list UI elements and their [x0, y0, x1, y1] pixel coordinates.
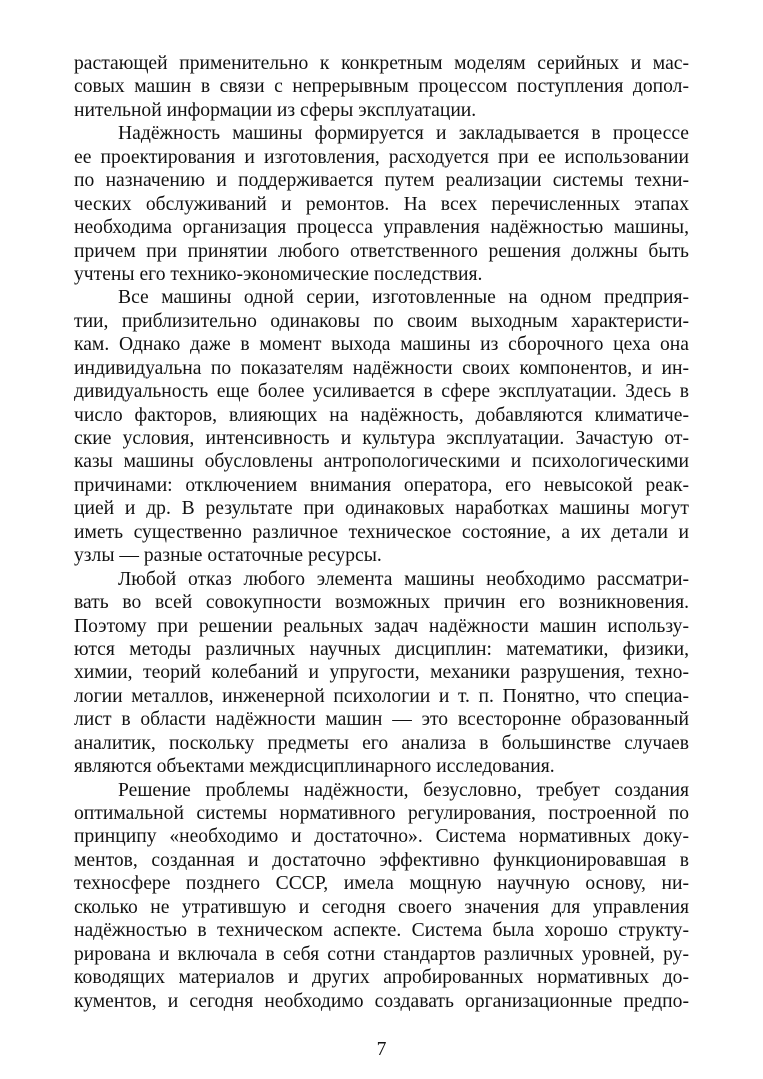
- text-line: сколько не утратившую и сегодня своего значения для управления: [74, 896, 689, 918]
- text-line: логии металлов, инженерной психологии и т. п. Понятно, что специа-: [74, 685, 689, 707]
- paragraph: [74, 286, 689, 567]
- text-line: техносфере позднего СССР, имела мощную научную основу, ни-: [74, 873, 689, 895]
- page-number: 7: [376, 1039, 387, 1060]
- paragraph: [74, 568, 689, 779]
- text-line: ются методы различных научных дисциплин: математики, физики,: [74, 638, 689, 660]
- text-line: надёжностью в техническом аспекте. Система была хорошо структу-: [74, 920, 689, 942]
- paragraph: [74, 52, 689, 122]
- page-body: [74, 52, 689, 1013]
- text-line: индивидуальна по показателям надёжности своих компонентов, и ин-: [74, 357, 689, 379]
- text-line: тии, приблизительно одинаковы по своим выходным характеристи-: [74, 310, 689, 332]
- text-line: оптимальной системы нормативного регулирования, построенной по: [74, 803, 689, 824]
- text-line: аналитик, поскольку предметы его анализа в большинстве случаев: [74, 732, 689, 754]
- text-line: Поэтому при решении реальных задач надёжности машин использу-: [74, 615, 689, 637]
- text-line: цией и др. В результате при одинаковых наработках машины могут: [74, 498, 689, 520]
- text-line: ческих обслуживаний и ремонтов. На всех перечисленных этапах: [74, 193, 689, 215]
- text-line: ее проектирования и изготовления, расходуется при ее использовании: [74, 146, 689, 168]
- text-line: причем при принятии любого ответственного решения должны быть: [74, 240, 689, 262]
- text-line: Все машины одной серии, изготовленные на одном предприя-: [118, 287, 689, 309]
- text-line: дивидуальность еще более усиливается в сфере эксплуатации. Здесь в: [74, 381, 689, 403]
- text-line: лист в области надёжности машин — это всесторонне образованный: [74, 709, 689, 731]
- text-line: учтены его технико-экономические последствия.: [74, 263, 483, 285]
- text-line: кументов, и сегодня необходимо создавать организационные предпо-: [74, 990, 689, 1012]
- text-line: рирована и включала в себя сотни стандартов различных уровней, ру-: [74, 943, 689, 965]
- text-line: вать во всей совокупности возможных причин его возникновения.: [74, 592, 689, 614]
- text-line: причинами: отключением внимания оператора, его невысокой реак-: [74, 474, 689, 496]
- text-line: нительной информации из сферы эксплуатации.: [74, 99, 477, 121]
- paragraph: [74, 779, 689, 1013]
- text-line: ководящих материалов и других апробированных нормативных до-: [74, 967, 689, 989]
- text-line: совых машин в связи с непрерывным процессом поступления допол-: [74, 76, 689, 98]
- text-line: число факторов, влияющих на надёжность, добавляются климатиче-: [74, 404, 689, 426]
- paragraph: [74, 122, 689, 286]
- text-line: узлы — разные остаточные ресурсы.: [74, 545, 382, 567]
- text-line: по назначению и поддерживается путем реализации системы техни-: [74, 170, 689, 192]
- text-line: Решение проблемы надёжности, безусловно, требует создания: [118, 779, 689, 801]
- text-line: ментов, созданная и достаточно эффективно функционировавшая в: [74, 849, 689, 871]
- text-line: являются объектами междисциплинарного исследования.: [74, 756, 555, 778]
- text-line: принципу «необходимо и достаточно». Система нормативных доку-: [74, 826, 689, 848]
- text-line: казы машины обусловлены антропологическими и психологическими: [74, 451, 689, 473]
- text-line: необходима организация процесса управления надёжностью машины,: [74, 217, 689, 239]
- text-line: иметь существенно различное техническое состояние, а их детали и: [74, 521, 689, 543]
- text-line: Надёжность машины формируется и закладывается в процессе: [118, 123, 689, 145]
- text-line: ские условия, интенсивность и культура эксплуатации. Зачастую от-: [74, 428, 689, 449]
- text-line: Любой отказ любого элемента машины необходимо рассматри-: [118, 568, 689, 590]
- text-line: кам. Однако даже в момент выхода машины из сборочного цеха она: [74, 334, 689, 356]
- text-line: растающей применительно к конкретным моделям серийных и мас-: [74, 53, 689, 74]
- text-line: химии, теорий колебаний и упругости, механики разрушения, техно-: [74, 662, 689, 684]
